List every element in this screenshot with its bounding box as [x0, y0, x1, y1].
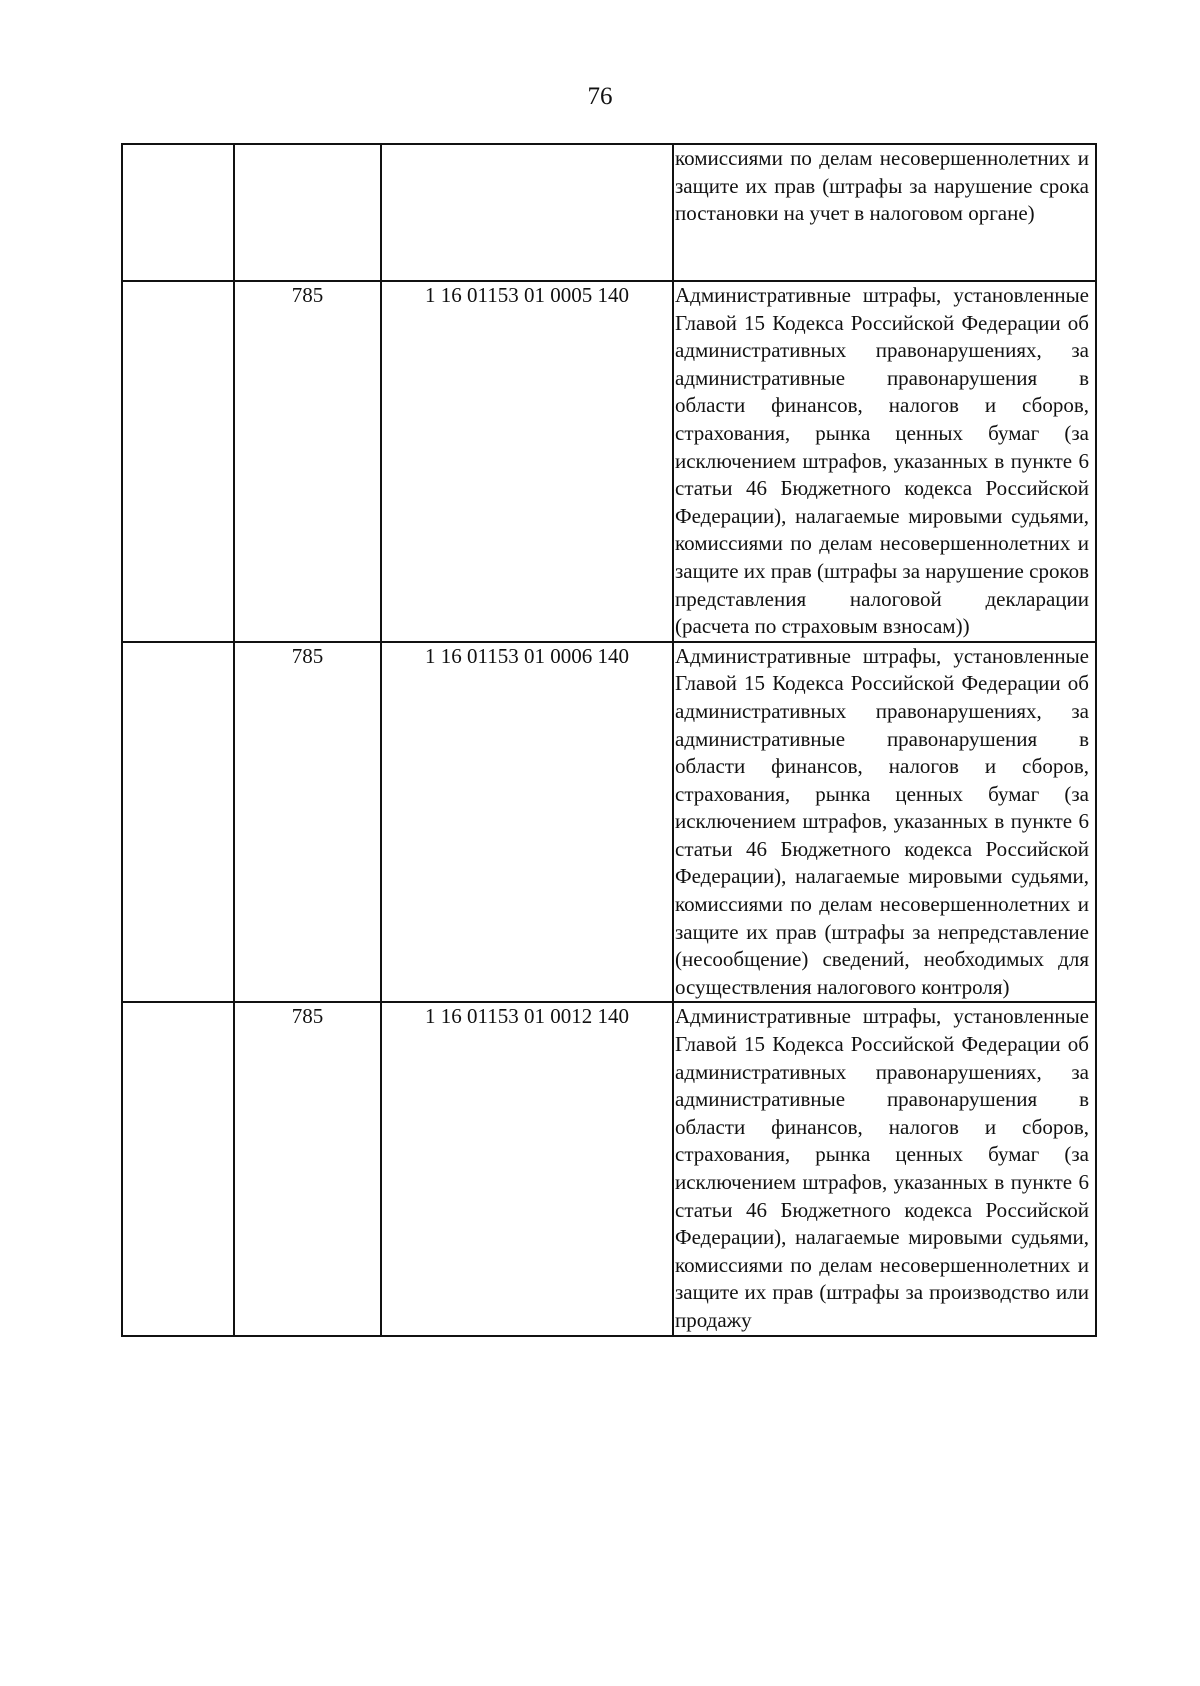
description-text: Административные штрафы, установленные Главой 15 Кодекса Российской Федерации об административных правонарушениях, за административные правонарушения в области финансов, налогов и сборов, страхования, рынка ценных бумаг (за исключением штрафов, указанных в пункте 6 статьи 46 Бюджетного кодекса Российской Федерации), налагаемые мировыми судьями, комиссиями по делам несовершеннолетних и защите их прав (штрафы за непредставление (несообщение) сведений, необходимых для осуществления налогового контроля) — [675, 643, 1089, 999]
table-cell-col1 — [122, 281, 234, 642]
description-text: Административные штрафы, установленные Главой 15 Кодекса Российской Федерации об административных правонарушениях, за административные правонарушения в области финансов, налогов и сборов, страхования, рынка ценных бумаг (за исключением штрафов, указанных в пункте 6 статьи 46 Бюджетного кодекса Российской Федерации), налагаемые мировыми судьями, комиссиями по делам несовершеннолетних и защите их прав (штрафы за нарушение сроков представления налоговой декларации (расчета по страховым взносам)) — [675, 283, 1089, 639]
kbk-code-cell: 1 16 01153 01 0005 140 — [381, 281, 673, 642]
admin-code-cell: 785 — [234, 1002, 381, 1335]
table-row — [122, 144, 1096, 281]
description-text: Административные штрафы, установленные Главой 15 Кодекса Российской Федерации об административных правонарушениях, за административные правонарушения в области финансов, налогов и сборов, страхования, рынка ценных бумаг (за исключением штрафов, указанных в пункте 6 статьи 46 Бюджетного кодекса Российской Федерации), налагаемые мировыми судьями, комиссиями по делам несовершеннолетних и защите их прав (штрафы за производство или продажу — [675, 1004, 1089, 1332]
table-row — [122, 281, 1096, 642]
admin-code-cell: 785 — [234, 642, 381, 1003]
kbk-code-cell — [381, 144, 673, 281]
description-cell — [673, 144, 1096, 281]
codes-table — [121, 143, 1097, 1337]
table-cell-col1 — [122, 1002, 234, 1335]
table-cell-col1 — [122, 642, 234, 1003]
admin-code-cell — [234, 144, 381, 281]
table-row — [122, 1002, 1096, 1335]
description-cell — [673, 642, 1096, 1003]
table-cell-col1 — [122, 144, 234, 281]
table-row — [122, 642, 1096, 1003]
description-cell — [673, 281, 1096, 642]
kbk-code-cell: 1 16 01153 01 0012 140 — [381, 1002, 673, 1335]
page-number: 76 — [587, 83, 613, 110]
description-text: комиссиями по делам несовершеннолетних и защите их прав (штрафы за нарушение срока постановки на учет в налоговом органе) — [675, 146, 1089, 226]
admin-code-cell: 785 — [234, 281, 381, 642]
kbk-code-cell: 1 16 01153 01 0006 140 — [381, 642, 673, 1003]
description-cell — [673, 1002, 1096, 1335]
